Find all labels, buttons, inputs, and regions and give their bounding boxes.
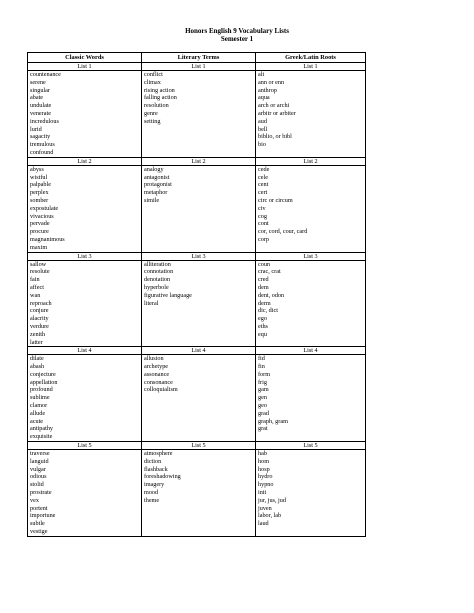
list-item: graph, gram [258, 417, 288, 425]
list-content-row [28, 450, 366, 537]
list-item: maxim [30, 243, 48, 251]
list-item: conjure [30, 307, 49, 315]
list-item: frig [258, 378, 267, 386]
list-item: alacrity [30, 315, 49, 323]
list-label: List 4 [256, 347, 366, 355]
list-item: diction [144, 457, 162, 465]
list-item: cent [258, 181, 269, 189]
list-item: protagonist [144, 181, 172, 189]
list-item: odious [30, 473, 47, 481]
list-item: bio [258, 141, 266, 149]
roots-cell [256, 355, 366, 442]
list-item: eths [258, 322, 268, 330]
list-item: archetype [144, 363, 169, 371]
list-content-row [28, 165, 366, 252]
list-item: clamor [30, 402, 48, 410]
list-label: List 2 [142, 157, 256, 165]
list-item: climax [144, 78, 161, 86]
list-item: jur, jus, jud [258, 496, 286, 504]
list-item: hyperbole [144, 283, 169, 291]
list-item: hypno [258, 481, 274, 489]
list-item: geo [258, 402, 267, 410]
list-item: coun [258, 260, 271, 268]
list-item: atmosphere [144, 450, 173, 458]
list-label: List 1 [256, 63, 366, 71]
list-item: connotation [144, 268, 174, 276]
list-label: List 5 [256, 442, 366, 450]
list-item: biblio, or bibl [258, 133, 292, 141]
list-item: alt [258, 71, 265, 78]
list-item: literal [144, 299, 159, 307]
list-item: profound [30, 386, 53, 394]
list-item: perplex [30, 189, 49, 197]
list-label: List 4 [28, 347, 142, 355]
list-item: arch or archi [258, 102, 290, 110]
list-item: theme [144, 496, 160, 504]
list-label: List 3 [142, 252, 256, 260]
list-item: denotation [144, 276, 171, 284]
list-item: incredulous [30, 117, 59, 125]
list-label: List 5 [28, 442, 142, 450]
list-label: List 2 [28, 157, 142, 165]
list-item: fin [258, 363, 265, 371]
list-item: hydro [258, 473, 273, 481]
list-item: ann or enn [258, 78, 285, 86]
list-item: hom [258, 457, 270, 465]
list-item: aqua [258, 94, 270, 102]
list-item: juven [258, 504, 272, 512]
list-item: magnanimous [30, 235, 65, 243]
list-item: mood [144, 489, 159, 497]
list-item: gam [258, 386, 269, 394]
list-item: undulate [30, 102, 52, 110]
list-item: abash [30, 363, 45, 371]
list-content-row [28, 355, 366, 442]
literary-terms-cell [142, 450, 256, 537]
list-item: singular [30, 86, 50, 94]
list-item: vivacious [30, 212, 54, 220]
list-label: List 1 [28, 63, 142, 71]
list-item: sagacity [30, 133, 51, 141]
list-item: antagonist [144, 173, 170, 181]
list-item: allusion [144, 355, 164, 363]
column-header-literary-terms: Literary Terms [142, 53, 256, 63]
list-item: lurid [30, 125, 42, 133]
column-header-greek-latin-roots: Greek/Latin Roots [256, 53, 366, 63]
list-item: figurative language [144, 291, 192, 299]
list-item: languid [30, 457, 49, 465]
list-item: vulgar [30, 465, 46, 473]
page-subtitle: Semester 1 [220, 35, 254, 43]
list-item: serene [30, 78, 46, 86]
list-item: grat [258, 425, 268, 433]
list-item: affect [30, 283, 44, 291]
list-item: dilate [30, 355, 44, 363]
list-item: portent [30, 504, 48, 512]
list-item: civ [258, 204, 266, 212]
list-item: antipathy [30, 425, 54, 433]
classic-words-cell [28, 260, 142, 347]
list-item: foreshadowing [144, 473, 181, 481]
header-row [28, 53, 366, 63]
list-item: traverse [30, 450, 50, 458]
list-item: gen [258, 394, 267, 402]
list-item: falling action [144, 94, 177, 102]
list-item: sallow [30, 260, 47, 268]
list-item: stolid [30, 481, 44, 489]
list-item: allude [30, 409, 46, 417]
list-item: vestige [30, 528, 48, 536]
table-body [28, 63, 366, 537]
classic-words-cell [28, 450, 142, 537]
list-item: fid [258, 355, 265, 363]
classic-words-cell [28, 71, 142, 158]
list-item: form [258, 370, 271, 378]
list-item: init [258, 489, 267, 497]
list-label: List 2 [256, 157, 366, 165]
list-item: analogy [144, 165, 164, 173]
list-item: fain [30, 276, 40, 284]
list-item: circ or circum [258, 196, 293, 204]
list-item: bell [258, 125, 268, 133]
list-item: abate [30, 94, 44, 102]
roots-cell [256, 450, 366, 537]
list-label: List 1 [142, 63, 256, 71]
list-item: consonance [144, 378, 173, 386]
list-item: venerate [30, 109, 51, 117]
literary-terms-cell [142, 71, 256, 158]
list-item: exquisite [30, 433, 53, 441]
column-header-classic-words: Classic Words [28, 53, 142, 63]
vocabulary-table [27, 52, 366, 537]
list-item: abyss [30, 165, 44, 173]
list-item: metaphor [144, 189, 168, 197]
list-item: sublime [30, 394, 50, 402]
list-header-row [28, 442, 366, 450]
list-item: cede [258, 165, 270, 173]
list-item: pervade [30, 220, 50, 228]
literary-terms-cell [142, 355, 256, 442]
list-item: equ [258, 330, 267, 338]
list-item: rising action [144, 86, 175, 94]
list-item: resolute [30, 268, 50, 276]
list-item: cele [258, 173, 268, 181]
list-item: zenith [30, 330, 46, 338]
list-label: List 4 [142, 347, 256, 355]
classic-words-cell [28, 165, 142, 252]
list-label: List 3 [28, 252, 142, 260]
list-item: somber [30, 196, 49, 204]
list-item: countenance [30, 71, 61, 78]
list-item: dent, odon [258, 291, 285, 299]
list-item: grad [258, 409, 269, 417]
list-content-row [28, 71, 366, 158]
list-label: List 5 [142, 442, 256, 450]
list-item: cor, cord, cour, card [258, 228, 308, 236]
list-item: flashback [144, 465, 168, 473]
list-item: conflict [144, 71, 163, 78]
literary-terms-cell [142, 260, 256, 347]
list-item: cont [258, 220, 269, 228]
list-item: cog [258, 212, 267, 220]
list-item: assonance [144, 370, 170, 378]
list-item: cert [258, 189, 268, 197]
list-item: wistful [30, 173, 48, 181]
list-item: setting [144, 117, 161, 125]
list-item: importune [30, 512, 56, 520]
list-item: hosp [258, 465, 270, 473]
list-item: cred [258, 276, 269, 284]
list-item: labor, lab [258, 512, 282, 520]
list-item: tremulous [30, 141, 55, 149]
list-header-row [28, 252, 366, 260]
roots-cell [256, 165, 366, 252]
list-item: derm [258, 299, 271, 307]
list-item: subtle [30, 520, 45, 528]
list-item: ego [258, 315, 267, 323]
list-item: reproach [30, 299, 52, 307]
list-item: alliteration [144, 260, 171, 268]
list-item: palpable [30, 181, 51, 189]
list-item: appellation [30, 378, 58, 386]
list-item: crac, crat [258, 268, 281, 276]
classic-words-cell [28, 355, 142, 442]
list-item: aud [258, 117, 267, 125]
list-item: laud [258, 520, 269, 528]
list-item: corp [258, 235, 269, 243]
list-item: genre [144, 109, 158, 117]
list-item: dem [258, 283, 269, 291]
list-item: colloquialism [144, 386, 178, 394]
list-item: conjecture [30, 370, 56, 378]
literary-terms-cell [142, 165, 256, 252]
list-item: latter [30, 338, 43, 346]
list-item: procure [30, 228, 49, 236]
list-header-row [28, 347, 366, 355]
list-item: expostulate [30, 204, 59, 212]
list-item: resolution [144, 102, 169, 110]
list-content-row [28, 260, 366, 347]
list-item: acute [30, 417, 44, 425]
list-item: hab [258, 450, 267, 458]
list-item: wan [30, 291, 41, 299]
page-title: Honors English 9 Vocabulary Lists [185, 27, 289, 35]
list-item: anthrop [258, 86, 277, 94]
list-header-row [28, 63, 366, 71]
list-item: vex [30, 496, 39, 504]
list-item: arbitr or arbiter [258, 109, 296, 117]
list-item: verdure [30, 322, 49, 330]
roots-cell [256, 260, 366, 347]
roots-cell [256, 71, 366, 158]
list-item: confound [30, 148, 54, 156]
list-item: dic, dict [258, 307, 278, 315]
list-label: List 3 [256, 252, 366, 260]
list-item: simile [144, 196, 160, 204]
list-item: imagery [144, 481, 165, 489]
list-header-row [28, 157, 366, 165]
list-item: prostrate [30, 489, 52, 497]
